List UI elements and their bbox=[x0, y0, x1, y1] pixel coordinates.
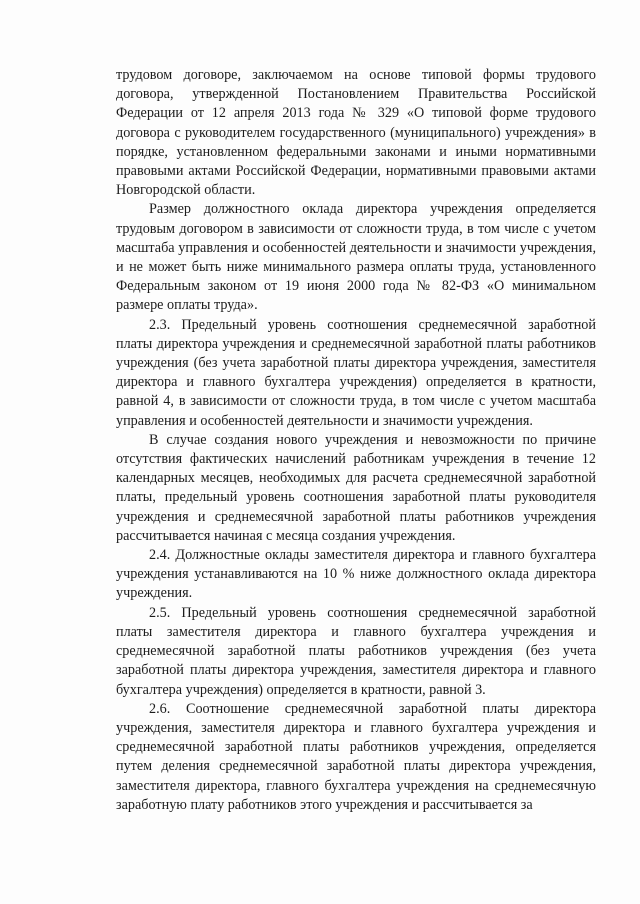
paragraph-2-3: 2.3. Предельный уровень соотношения среднемесячной заработной платы директора учреждения и среднемесячной заработной платы работников учреждения (без учета заработной платы директора учреждения, заместителя директора и главного бухгалтера учреждения) определяется в кратности, равной 4, в зависимости от сложности труда, в том числе с учетом масштаба управления и особенностей деятельности и значимости учреждения. bbox=[116, 316, 596, 429]
paragraph-2-4: 2.4. Должностные оклады заместителя директора и главного бухгалтера учреждения устанавливаются на 10 % ниже должностного оклада директора учреждения. bbox=[116, 547, 596, 602]
paragraph-contract-continuation: трудовом договоре, заключаемом на основе типовой формы трудового договора, утвержденной Постановлением Правительства Российской Федерации от 12 апреля 2013 года № 329 «О типовой форме трудового договора с руководителем государственного (муниципального) учреждения» в порядке, установленном федеральными законами и иными нормативными правовыми актами Российской Федерации, нормативными правовыми актами Новгородской области. bbox=[116, 67, 596, 199]
paragraph-2-6: 2.6. Соотношение среднемесячной заработной платы директора учреждения, заместителя директора и главного бухгалтера учреждения и среднемесячной заработной платы работников учреждения, определяется путем деления среднемесячной заработной платы директора учреждения, заместителя директора, главного бухгалтера учреждения на среднемесячную заработную плату работников этого учреждения и рассчитывается за bbox=[116, 700, 596, 813]
paragraph-salary-size: Размер должностного оклада директора учреждения определяется трудовым договором в зависимости от сложности труда, в том числе с учетом масштаба управления и особенностей деятельности и значимости учреждения, и не может быть ниже минимального размера оплаты труда, установленного Федеральным законом от 19 июня 2000 года № 82-ФЗ «О минимальном размере оплаты труда». bbox=[116, 201, 596, 314]
paragraph-new-institution: В случае создания нового учреждения и невозможности по причине отсутствия фактических начислений работникам учреждения в течение 12 календарных месяцев, необходимых для расчета среднемесячной заработной платы, предельный уровень соотношения заработной платы руководителя учреждения и среднемесячной заработной платы работников учреждения рассчитывается начиная с месяца создания учреждения. bbox=[116, 431, 596, 544]
document-body bbox=[116, 66, 596, 815]
paragraph-2-5: 2.5. Предельный уровень соотношения среднемесячной заработной платы заместителя директора и главного бухгалтера учреждения и среднемесячной заработной платы работников учреждения (без учета заработной платы директора учреждения, заместителя директора и главного бухгалтера учреждения) определяется в кратности, равной 3. bbox=[116, 604, 596, 698]
